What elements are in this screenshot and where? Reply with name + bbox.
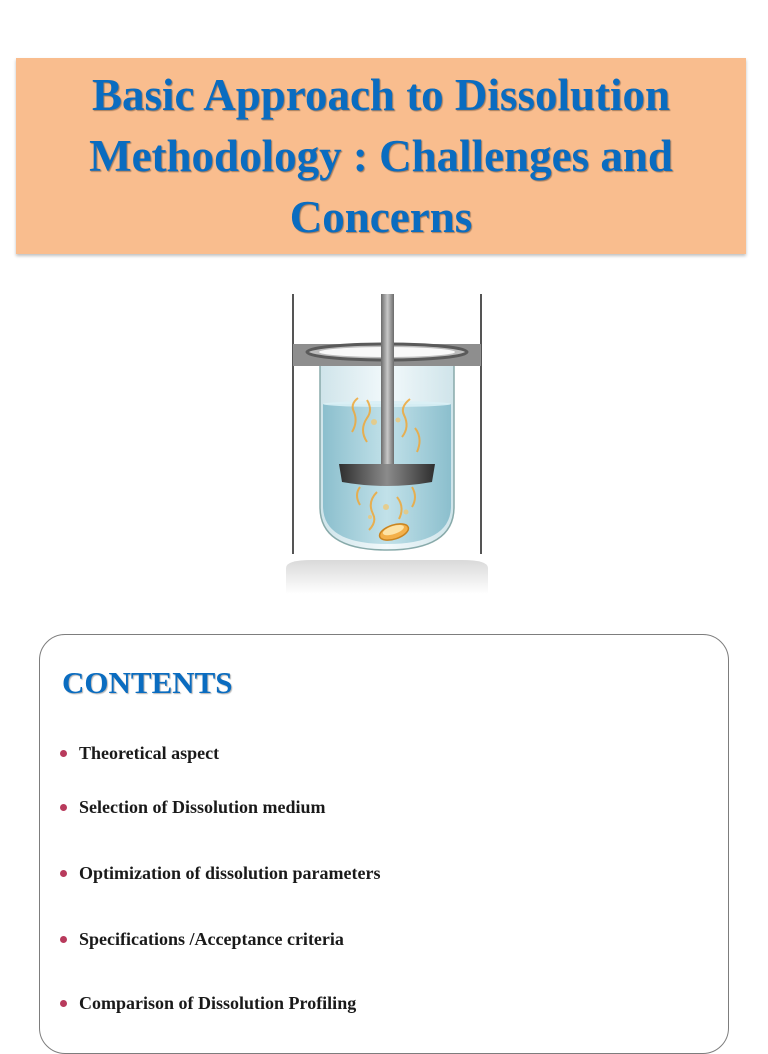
title-line-1: Basic Approach to Dissolution (91, 69, 671, 120)
bullet-icon (60, 870, 67, 877)
title-banner (16, 58, 746, 254)
list-item-label: Theoretical aspect (79, 743, 220, 763)
list-item (60, 797, 326, 818)
list-item-label: Comparison of Dissolution Profiling (79, 993, 357, 1013)
list-item (60, 863, 381, 884)
bullet-icon (60, 750, 67, 757)
contents-heading: CONTENTS (62, 665, 233, 700)
list-item (60, 993, 356, 1014)
dissolution-vessel-svg (282, 292, 492, 594)
contents-panel (39, 634, 729, 1054)
bullet-icon (60, 1000, 67, 1007)
list-item (60, 929, 344, 950)
bullet-icon (60, 804, 67, 811)
list-item (60, 743, 219, 764)
bullet-icon (60, 936, 67, 943)
list-item-label: Selection of Dissolution medium (79, 797, 326, 817)
title-line-2: Methodology : Challenges and (89, 130, 673, 181)
title-line-3: Concerns (289, 191, 473, 242)
list-item-label: Optimization of dissolution parameters (79, 863, 381, 883)
list-item-label: Specifications /Acceptance criteria (79, 929, 344, 949)
page-title (41, 65, 721, 248)
dissolution-vessel-icon (282, 292, 492, 594)
